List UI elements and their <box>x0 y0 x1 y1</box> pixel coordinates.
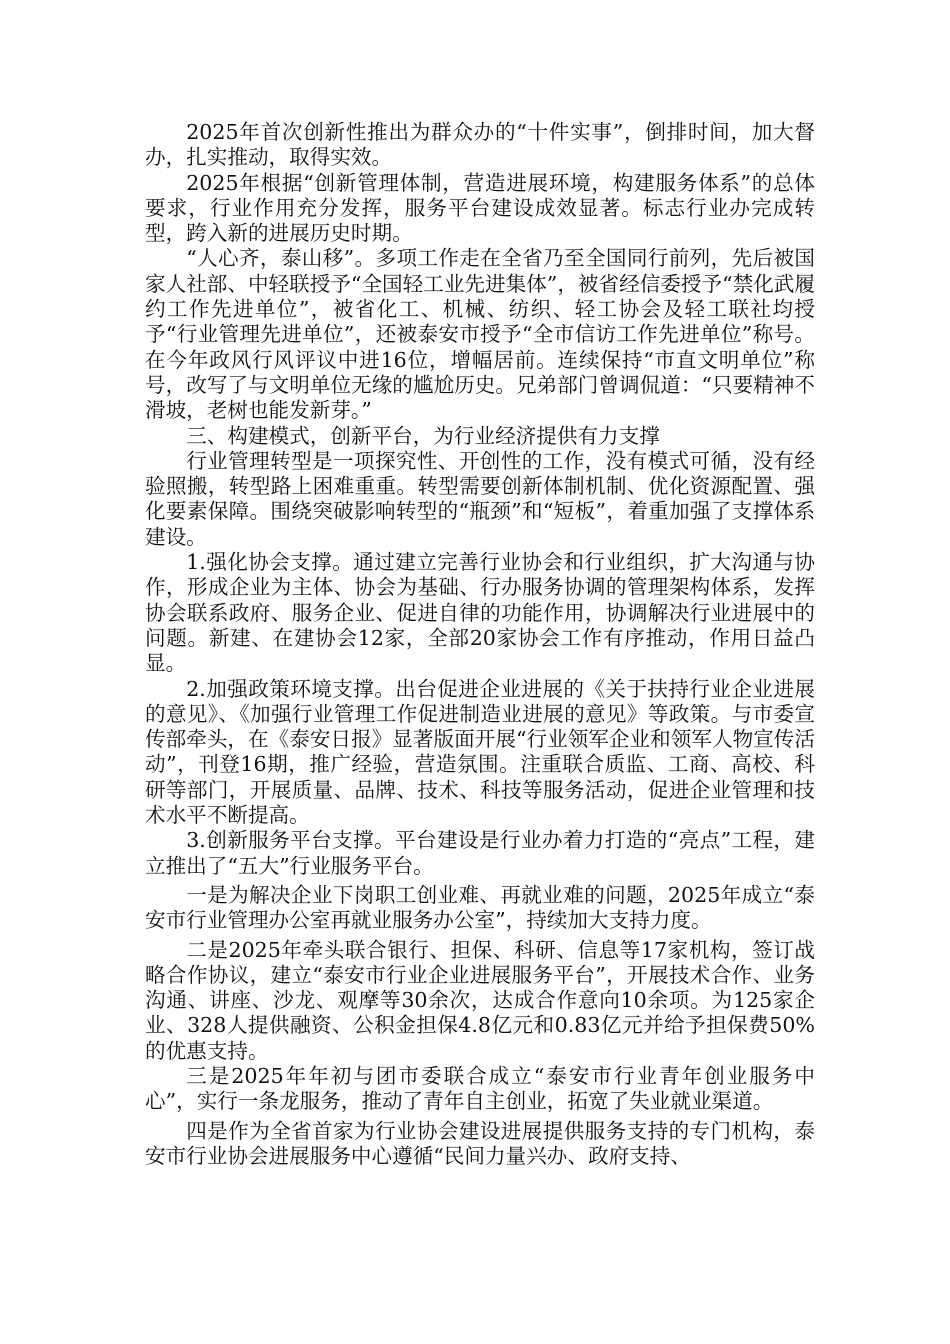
paragraph-transformation: 行业管理转型是一项探究性、开创性的工作，没有模式可循，没有经验照搬，转型路上困难重重。转型需要创新体制机制、优化资源配置、强化要素保障。围绕突破影响转型的“瓶颈”和“短板”，着重加强了支撑体系建设。 <box>145 448 815 549</box>
paragraph-platform-four: 四是作为全省首家为行业协会建设进展提供服务支持的专门机构，泰安市行业协会进展服务中心遵循“民间力量兴办、政府支持、 <box>145 1118 815 1168</box>
paragraph-platform-two: 二是2025年牵头联合银行、担保、科研、信息等17家机构，签订战略合作协议，建立“泰安市行业企业进展服务平台”，开展技术合作、业务沟通、讲座、沙龙、观摩等30余次，达成合作意向10余项。为125家企业、328人提供融资、公积金担保4.8亿元和0.83亿元并给予担保费50%的优惠支持。 <box>145 937 815 1063</box>
section-heading-three: 三、构建模式，创新平台，为行业经济提供有力支撑 <box>186 423 660 448</box>
document-page <box>145 120 815 1169</box>
paragraph-honors: “人心齐，泰山移”。多项工作走在全省乃至全国同行前列，先后被国家人社部、中轻联授予“全国轻工业先进集体”，被省经信委授予“禁化武履约工作先进单位”，被省化工、机械、纺织、轻工协会及轻工联社均授予“行业管理先进单位”，还被泰安市授予“全市信访工作先进单位”称号。在今年政风行风评议中进16位，增幅居前。连续保持“市直文明单位”称号，改写了与文明单位无缘的尴尬历史。兄弟部门曾调侃道：“只要精神不滑坡，老树也能发新芽。” <box>145 246 815 423</box>
paragraph-item-1-association: 1.强化协会支撑。通过建立完善行业协会和行业组织，扩大沟通与协作，形成企业为主体、协会为基础、行办服务协调的管理架构体系，发挥协会联系政府、服务企业、促进自律的功能作用，协调解决行业进展中的问题。新建、在建协会12家，全部20家协会工作有序推动，作用日益凸显。 <box>145 550 815 676</box>
paragraph-ten-practical-things: 2025年首次创新性推出为群众办的“十件实事”，倒排时间，加大督办，扎实推动，取得实效。 <box>145 120 815 170</box>
paragraph-item-2-policy: 2.加强政策环境支撑。出台促进企业进展的《关于扶持行业企业进展的意见》、《加强行业管理工作促进制造业进展的意见》等政策。与市委宣传部牵头，在《泰安日报》显著版面开展“行业领军企业和领军人物宣传活动”，刊登16期，推广经验，营造氛围。注重联合质监、工商、高校、科研等部门，开展质量、品牌、技术、科技等服务活动，促进企业管理和技术水平不断提高。 <box>145 676 815 828</box>
paragraph-item-3-platform: 3.创新服务平台支撑。平台建设是行业办着力打造的“亮点”工程，建立推出了“五大”行业服务平台。 <box>145 828 815 878</box>
paragraph-2025-requirements: 2025年根据“创新管理体制，营造进展环境，构建服务体系”的总体要求，行业作用充分发挥，服务平台建设成效显著。标志行业办完成转型，跨入新的进展历史时期。 <box>145 170 815 246</box>
paragraph-platform-three: 三是2025年年初与团市委联合成立“泰安市行业青年创业服务中心”，实行一条龙服务，推动了青年自主创业，拓宽了失业就业渠道。 <box>145 1063 815 1114</box>
paragraph-platform-one: 一是为解决企业下岗职工创业难、再就业难的问题，2025年成立“泰安市行业管理办公室再就业服务办公室”，持续加大支持力度。 <box>145 882 815 933</box>
